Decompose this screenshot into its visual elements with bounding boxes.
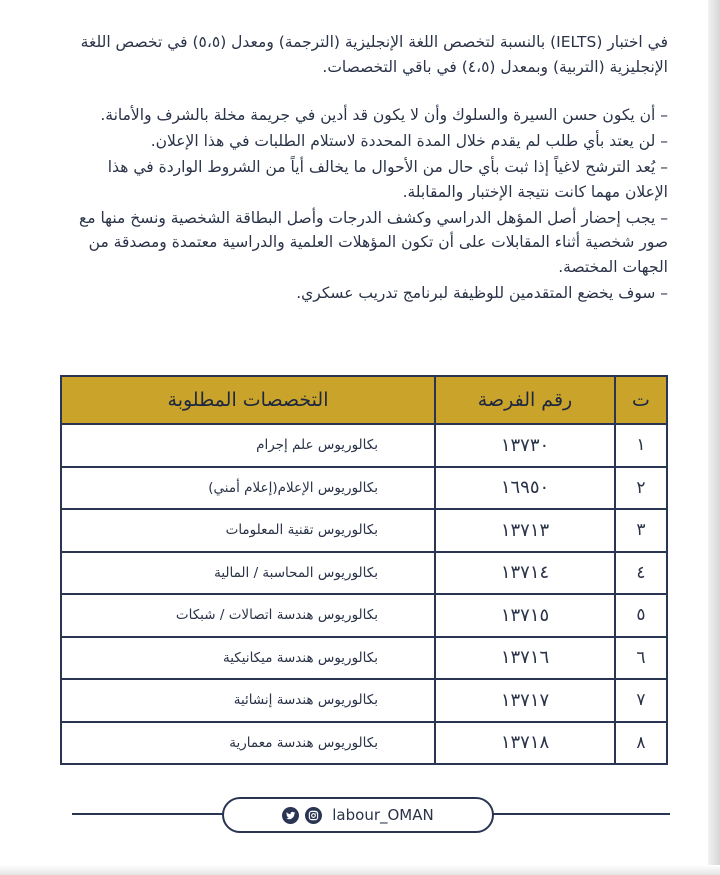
row-num: ٦ bbox=[615, 637, 667, 680]
row-specialization: بكالوريوس الإعلام(إعلام أمني) bbox=[61, 467, 435, 510]
intro-paragraph: في اختبار (IELTS) بالنسبة لتخصص اللغة الإنجليزية (الترجمة) ومعدل (٥،٥) في تخصص اللغة الإنجليزية (التربية) وبمعدل (٤،٥) في باقي التخصصات. bbox=[80, 33, 668, 76]
row-specialization: بكالوريوس هندسة اتصالات / شبكات bbox=[61, 594, 435, 637]
row-num: ١ bbox=[615, 424, 667, 467]
row-opportunity: ١٦٩٥٠ bbox=[435, 467, 615, 510]
row-opportunity: ١٣٧١٤ bbox=[435, 552, 615, 595]
row-specialization: بكالوريوس هندسة إنشائية bbox=[61, 679, 435, 722]
row-num: ٣ bbox=[615, 509, 667, 552]
table-row bbox=[61, 552, 667, 595]
row-opportunity: ١٣٧١٨ bbox=[435, 722, 615, 765]
row-num: ٨ bbox=[615, 722, 667, 765]
instagram-icon[interactable] bbox=[305, 807, 322, 824]
page-edge-shadow bbox=[708, 0, 720, 875]
row-specialization: بكالوريوس هندسة ميكانيكية bbox=[61, 637, 435, 680]
conditions-text bbox=[60, 30, 668, 307]
table-row bbox=[61, 467, 667, 510]
table-row bbox=[61, 509, 667, 552]
condition-item: – يجب إحضار أصل المؤهل الدراسي وكشف الدرجات وأصل البطاقة الشخصية ونسخ منها مع صور شخصية أثناء المقابلات على أن تكون المؤهلات العلمية والدراسية معتمدة ومصدقة من الجهات المختصة. bbox=[78, 208, 668, 276]
condition-item: – أن يكون حسن السيرة والسلوك وأن لا يكون قد أدين في جريمة مخلة بالشرف والأمانة. bbox=[100, 106, 668, 124]
header-specialization: التخصصات المطلوبة bbox=[61, 376, 435, 424]
row-num: ٧ bbox=[615, 679, 667, 722]
header-opportunity: رقم الفرصة bbox=[435, 376, 615, 424]
row-opportunity: ١٣٧١٣ bbox=[435, 509, 615, 552]
row-specialization: بكالوريوس المحاسبة / المالية bbox=[61, 552, 435, 595]
condition-item: – لن يعتد بأي طلب لم يقدم خلال المدة المحددة لاستلام الطلبات في هذا الإعلان. bbox=[150, 132, 668, 150]
row-num: ٥ bbox=[615, 594, 667, 637]
row-specialization: بكالوريوس علم إجرام bbox=[61, 424, 435, 467]
condition-item: – سوف يخضع المتقدمين للوظيفة لبرنامج تدريب عسكري. bbox=[296, 283, 668, 302]
header-num: ت bbox=[615, 376, 667, 424]
social-handle-badge[interactable] bbox=[222, 797, 494, 833]
row-opportunity: ١٣٧١٧ bbox=[435, 679, 615, 722]
table-header-row bbox=[61, 376, 667, 424]
page-bottom-shadow bbox=[0, 865, 720, 875]
row-opportunity: ١٣٧١٥ bbox=[435, 594, 615, 637]
row-num: ٢ bbox=[615, 467, 667, 510]
row-opportunity: ١٣٧١٦ bbox=[435, 637, 615, 680]
twitter-icon[interactable] bbox=[282, 807, 299, 824]
table-row bbox=[61, 679, 667, 722]
row-specialization: بكالوريوس هندسة معمارية bbox=[61, 722, 435, 765]
row-num: ٤ bbox=[615, 552, 667, 595]
social-handle-text: labour_OMAN bbox=[332, 806, 434, 824]
condition-item: – يُعد الترشح لاغياً إذا ثبت بأي حال من الأحوال ما يخالف أياً من الشروط الواردة في هذا الإعلان مهما كانت نتيجة الإختبار والمقابلة. bbox=[107, 158, 668, 201]
table-row bbox=[61, 594, 667, 637]
table-row bbox=[61, 637, 667, 680]
specializations-table bbox=[60, 375, 668, 765]
table-row bbox=[61, 722, 667, 765]
row-opportunity: ١٣٧٣٠ bbox=[435, 424, 615, 467]
row-specialization: بكالوريوس تقنية المعلومات bbox=[61, 509, 435, 552]
table-row bbox=[61, 424, 667, 467]
